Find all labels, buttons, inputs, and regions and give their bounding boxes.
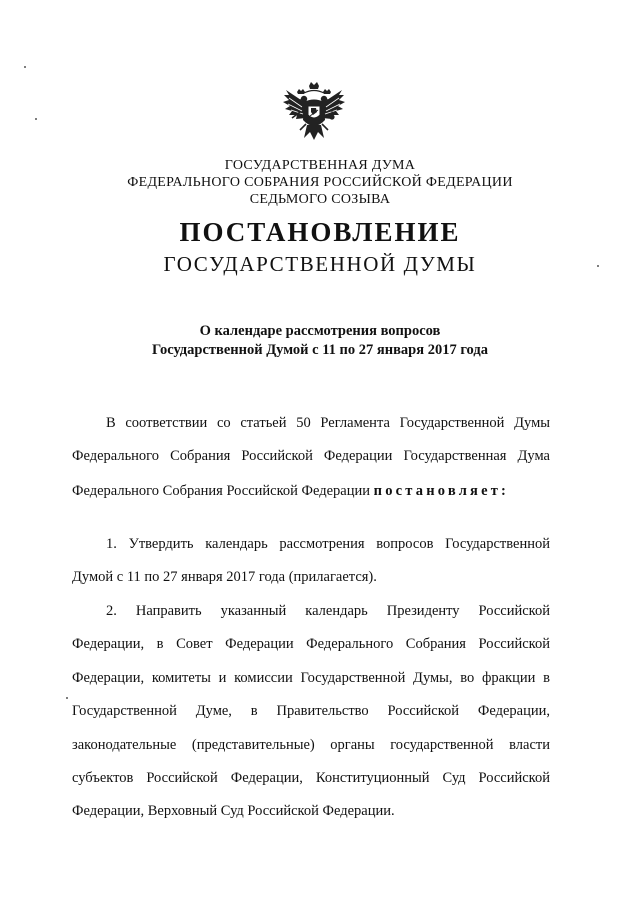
item-2-line-4: Государственной Думе, в Правительство Российской Федерации, bbox=[72, 703, 550, 719]
scan-speck bbox=[66, 697, 68, 699]
scan-speck bbox=[597, 265, 599, 267]
preamble-line-1: В соответствии со статьей 50 Регламента Государственной Думы bbox=[106, 415, 550, 431]
item-1-line-1: 1. Утвердить календарь рассмотрения вопросов Государственной bbox=[106, 536, 550, 552]
preamble-line-3 bbox=[72, 481, 550, 501]
item-2-line-6: субъектов Российской Федерации, Конституционный Суд Российской bbox=[72, 770, 550, 786]
item-2-line-2: Федерации, в Совет Федерации Федерального Собрания Российской bbox=[72, 636, 550, 652]
item-2-line-7: Федерации, Верховный Суд Российской Федерации. bbox=[72, 803, 395, 819]
item-2-line-3: Федерации, комитеты и комиссии Государственной Думы, во фракции в bbox=[72, 670, 550, 686]
header-line-state-duma: ГОСУДАРСТВЕННАЯ ДУМА bbox=[224, 158, 416, 173]
item-1-line-2: Думой с 11 по 27 января 2017 года (прилагается). bbox=[72, 569, 377, 585]
header-line-federal-assembly: ФЕДЕРАЛЬНОГО СОБРАНИЯ РОССИЙСКОЙ ФЕДЕРАЦИИ bbox=[127, 175, 513, 190]
russian-coat-of-arms-icon bbox=[280, 80, 348, 150]
preamble-line-2: Федерального Собрания Российской Федерации Государственная Дума bbox=[72, 448, 550, 464]
scan-speck bbox=[24, 66, 26, 68]
subject-line-1: О календаре рассмотрения вопросов bbox=[199, 323, 441, 339]
item-2-line-5: законодательные (представительные) органы государственной власти bbox=[72, 737, 550, 753]
subject-line-2: Государственной Думой с 11 по 27 января 2017 года bbox=[152, 342, 488, 358]
scan-speck bbox=[35, 118, 37, 120]
document-subtitle: ГОСУДАРСТВЕННОЙ ДУМЫ bbox=[163, 252, 477, 276]
item-2-line-1: 2. Направить указанный календарь Президенту Российской bbox=[106, 603, 550, 619]
postanovlyaet-word: постановляет: bbox=[373, 483, 510, 499]
preamble-line-3-text: Федерального Собрания Российской Федерации bbox=[72, 483, 371, 499]
header-line-convocation: СЕДЬМОГО СОЗЫВА bbox=[249, 192, 391, 207]
document-title: ПОСТАНОВЛЕНИЕ bbox=[179, 217, 461, 247]
